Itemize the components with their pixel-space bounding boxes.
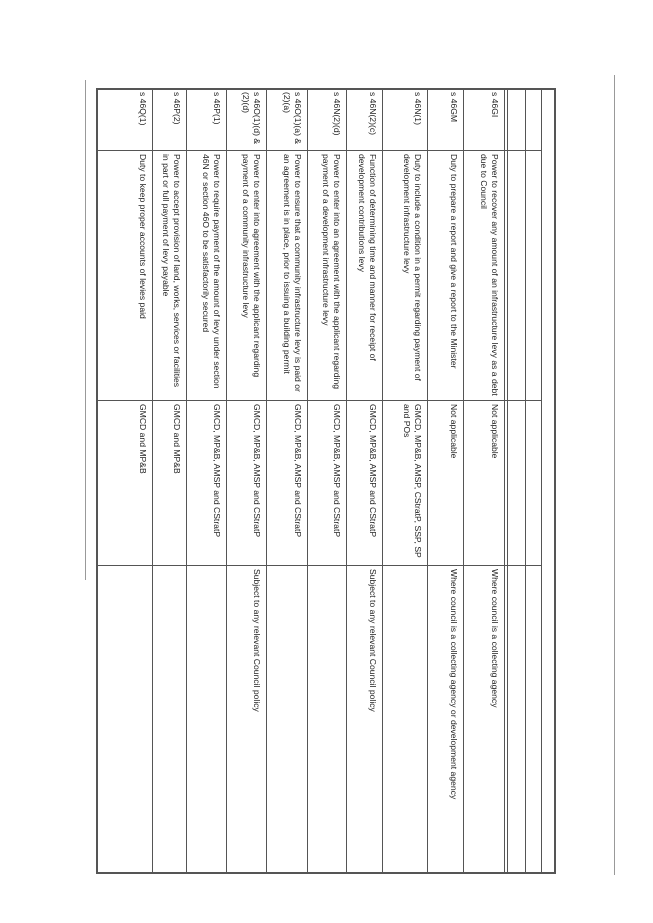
row-divider [307, 88, 308, 874]
table-cell-delegate: GMCD, MP&B, AMSP and CStratP [332, 404, 342, 538]
table-cell-conditions [97, 569, 148, 869]
table-cell-conditions [309, 569, 342, 869]
table-cell-thing: Duty to include a condition in a permit regarding payment of development infrastructure levy [402, 154, 423, 381]
table-cell-delegate: GMCD, MP&B, AMSP, CStratP, SSP, SP and POs [402, 404, 423, 558]
footer-rule [85, 80, 86, 580]
table-cell-thing: Power to ensure that a community infrastructure levy is paid or an agreement is in place, prior to issuing a building permit [282, 154, 303, 392]
row-divider [463, 88, 464, 874]
table-cell-thing: Power to accept provision of land, works, services or facilities in part or full payment of levy payable [161, 154, 182, 388]
table-cell-conditions [384, 569, 423, 869]
table-cell-delegate: GMCD and MP&B [172, 404, 182, 474]
table-cell-provision: s 46N(1) [413, 92, 423, 125]
col-divider-2 [96, 400, 542, 401]
table-cell-delegate: GMCD, MP&B, AMSP and CStratP [293, 404, 303, 538]
row-divider [226, 88, 227, 874]
row-divider [266, 88, 267, 874]
table-cell-delegate: GMCD, MP&B, AMSP and CStratP [212, 404, 222, 538]
row-divider [427, 88, 428, 874]
heading-divider [507, 88, 508, 874]
table-cell-thing: Function of determining time and manner for receipt of development contributions levy [357, 154, 378, 361]
row-divider [152, 88, 153, 874]
table-cell-conditions [268, 569, 303, 869]
row-divider [346, 88, 347, 874]
table-cell-conditions: Subject to any relevant Council policy [252, 569, 262, 712]
table-cell-provision: s 46Q(1) [138, 92, 148, 126]
table-cell-thing: Power to enter into agreement with the applicant regarding payment of a community infrastructure levy [241, 154, 262, 378]
table-cell-provision: s 46GM [449, 92, 459, 123]
row-divider [382, 88, 383, 874]
table-cell-provision: s 46N(2)(c) [368, 92, 378, 135]
table-cell-provision: s 46O(1)(a) & (2)(a) [282, 92, 303, 145]
table-cell-provision: s 46N(2)(d) [332, 92, 342, 136]
col-divider-3 [96, 565, 542, 566]
table-cell-conditions: Where council is a collecting agency or development agency [449, 569, 459, 800]
row-divider [186, 88, 187, 874]
header-rule [614, 75, 615, 875]
table-cell-delegate: GMCD and MP&B [138, 404, 148, 474]
col-divider-1 [96, 150, 542, 151]
title-divider [541, 88, 542, 874]
table-cell-thing: Duty to keep proper accounts of levies paid [138, 154, 148, 319]
table-cell-delegate: GMCD, MP&B, AMSP and CStratP [368, 404, 378, 538]
table-cell-delegate: Not applicable [490, 404, 500, 459]
table-cell-provision: s 46P(2) [172, 92, 182, 125]
table-cell-conditions [188, 569, 222, 869]
table-cell-provision: s 46P(1) [212, 92, 222, 125]
table-cell-delegate: Not applicable [449, 404, 459, 459]
table-cell-provision: s 46GI [490, 92, 500, 118]
table-cell-conditions [154, 569, 182, 869]
table-cell-thing: Power to enter into an agreement with the applicant regarding payment of a development infrastructure levy [321, 154, 342, 390]
table-cell-delegate: GMCD, MP&B, AMSP and CStratP [252, 404, 262, 538]
table-cell-thing: Duty to prepare a report and give a report to the Minister [449, 154, 459, 369]
table-cell-thing: Power to recover any amount of an infrastructure levy as a debt due to Council [479, 154, 500, 396]
heading-divider-2 [504, 88, 505, 874]
table-cell-provision: s 46O(1)(d) & (2)(d) [241, 92, 262, 145]
table-cell-conditions: Subject to any relevant Council policy [368, 569, 378, 712]
table-cell-thing: Power to require payment of the amount of levy under section 46N or section 46O to be satisfactorily secured [201, 154, 222, 389]
table-cell-conditions: Where council is a collecting agency [490, 569, 500, 708]
label-divider [525, 88, 526, 874]
